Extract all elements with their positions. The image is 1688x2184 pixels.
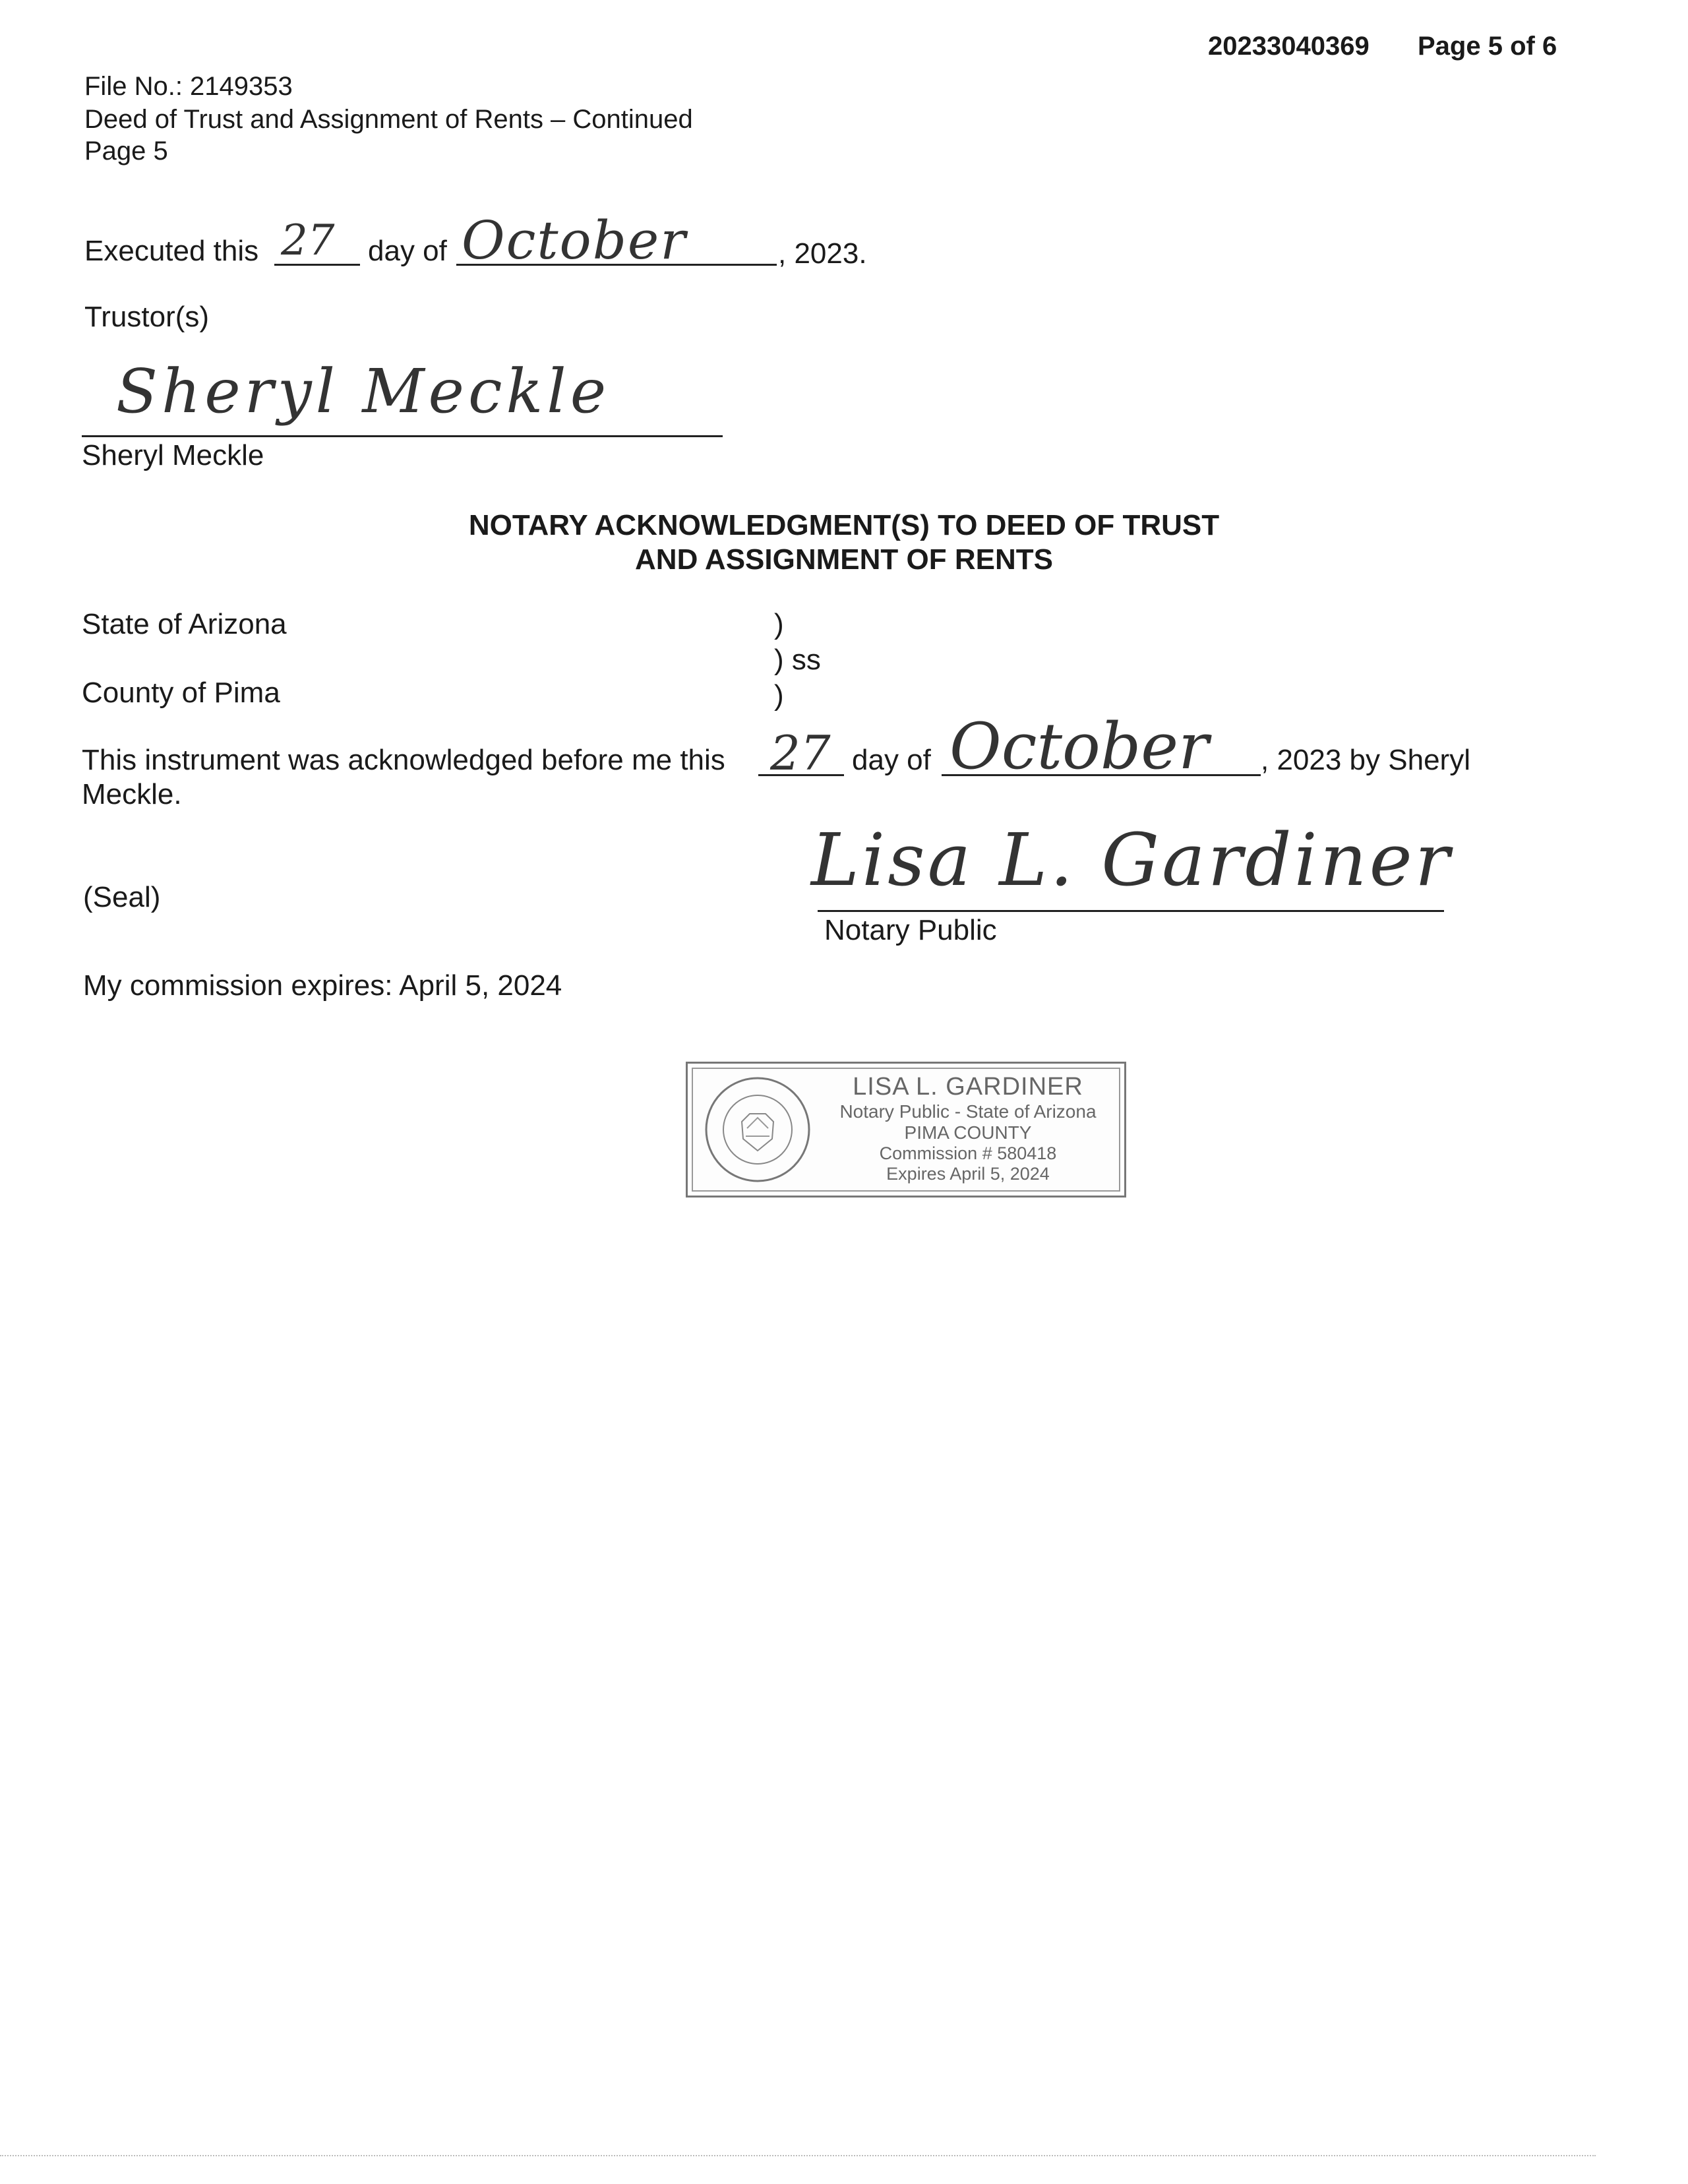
stamp-text-block [820,1073,1116,1184]
venue-county: County of Pima [82,677,280,709]
commission-expiry: My commission expires: April 5, 2024 [83,969,562,1002]
stamp-county: PIMA COUNTY [904,1122,1032,1143]
executed-suffix: , 2023. [778,237,867,270]
ack-sentence-prefix: This instrument was acknowledged before me this [82,744,725,776]
page-label: Page 5 [84,136,168,166]
executed-mid: day of [368,235,447,267]
stamp-notary-name: LISA L. GARDINER [853,1073,1083,1101]
ack-continuation: Meckle. [82,778,182,810]
notary-signature-line [818,910,1444,912]
executed-month-handwritten: October [462,210,687,271]
stamp-notary-title: Notary Public - State of Arizona [839,1101,1097,1122]
trustor-label: Trustor(s) [84,301,210,333]
ack-mid: day of [852,744,931,776]
venue-paren-1: ) [774,608,784,640]
notary-label: Notary Public [824,914,997,946]
recording-number: 20233040369 [1208,32,1370,61]
venue-state: State of Arizona [82,608,287,640]
document-title: Deed of Trust and Assignment of Rents – Continued [84,105,693,134]
executed-prefix: Executed this [84,235,259,267]
trustor-signature: Sheryl Meckle [116,356,611,427]
page-indicator: Page 5 of 6 [1418,32,1557,61]
stamp-commission-number: Commission # 580418 [879,1143,1057,1163]
acknowledgment-title-line2: AND ASSIGNMENT OF RENTS [635,543,1053,576]
ack-month-handwritten: October [950,710,1209,783]
venue-paren-ss: ) ss [774,644,821,676]
trustor-name: Sheryl Meckle [82,439,264,471]
executed-day-handwritten: 27 [281,216,335,265]
scan-edge-rule [0,2155,1596,2156]
file-number: File No.: 2149353 [84,72,293,101]
notary-signature: Lisa L. Gardiner [811,818,1453,902]
ack-suffix: , 2023 by Sheryl [1261,744,1470,776]
venue-paren-3: ) [774,679,784,712]
acknowledgment-title-line1: NOTARY ACKNOWLEDGMENT(S) TO DEED OF TRUST [468,509,1220,541]
trustor-signature-line [82,435,723,437]
ack-day-handwritten: 27 [770,725,831,781]
notary-stamp [686,1062,1126,1198]
state-seal-icon [704,1076,812,1184]
stamp-expiry: Expires April 5, 2024 [886,1164,1050,1184]
seal-label: (Seal) [83,881,161,913]
